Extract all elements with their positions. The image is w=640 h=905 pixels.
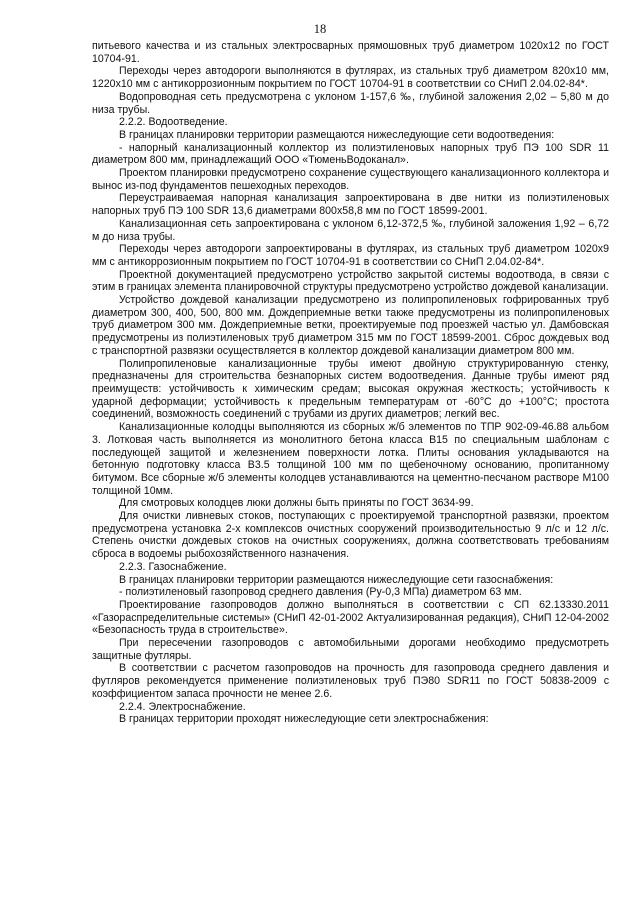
paragraph: Переустраиваемая напорная канализация запроектирована в две нитки из полиэтиленовых напорных труб ПЭ 100 SDR 13,6 диаметрами 800х58,8 мм по ГОСТ 18599-2001.: [92, 192, 609, 218]
paragraph: В границах территории проходят нижеследующие сети электроснабжения:: [119, 713, 489, 726]
paragraph: питьевого качества и из стальных электросварных прямошовных труб диаметром 1020х12 по ГОСТ 10704-91.: [92, 40, 609, 65]
paragraph: В границах планировки территории размещаются нижеследующие сети газоснабжения:: [119, 573, 554, 586]
paragraph: Устройство дождевой канализации предусмотрено из полипропиленовых гофрированных труб диаметром 300, 400, 500, 800 мм. Дождеприемные ветки также предусмотрены из полипропиленовых труб диаметром 300 мм. Дождеприемные ветки, проектируемые под проезжей частью ул. Дамбовская предусмотрены из полиэтиленовых труб диаметром 315 мм по ГОСТ 18599-2001. Сброс дождевых вод с транспортной развязки осуществляется в коллектор дождевой канализации диаметром 800 мм.: [92, 294, 609, 357]
paragraph: - полиэтиленовый газопровод среднего давления (Ру-0,3 МПа) диаметром 63 мм.: [119, 586, 522, 599]
paragraph: 2.2.2. Водоотведение.: [119, 116, 228, 129]
paragraph: В соответствии с расчетом газопроводов на прочность для газопровода среднего давления и футляров рекомендуется применение полиэтиленовых труб ПЭ80 SDR11 по ГОСТ 50838-2009 с коэффициентом запаса прочности не менее 2.6.: [92, 662, 609, 700]
paragraph: При пересечении газопроводов с автомобильными дорогами необходимо предусмотреть защитные футляры.: [92, 637, 609, 662]
document-body: [92, 40, 609, 726]
paragraph: Канализационная сеть запроектирована с уклоном 6,12-372,5 ‰, глубиной заложения 1,92 – 6,72 м до низа трубы.: [92, 217, 609, 243]
paragraph: Водопроводная сеть предусмотрена с уклоном 1-157,6 ‰, глубиной заложения 2,02 – 5,80 м до низа трубы.: [92, 90, 609, 116]
paragraph: Переходы через автодороги выполняются в футлярах, из стальных труб диаметром 820х10 мм, 1220х10 мм с антикоррозионным покрытием по ГОСТ 10704-91 в соответствии со СНиП 2.04.02-84*.: [92, 65, 609, 91]
paragraph: Проектом планировки предусмотрено сохранение существующего канализационного коллектора и вынос из-под фундаментов пешеходных переходов.: [92, 167, 609, 192]
paragraph: Переходы через автодороги запроектированы в футлярах, из стальных труб диаметром 1020х9 мм с антикоррозионным покрытием по ГОСТ 10704-91 в соответствии со СНиП 2.04.02-84*.: [92, 243, 609, 268]
page-number: 18: [313, 22, 327, 36]
paragraph: Полипропиленовые канализационные трубы имеют двойную структурированную стенку, предназначены для строительства безнапорных систем водоотведения. Данные трубы имеют ряд преимуществ: устойчивость к химическим средам; высокая окружная жесткость; устойчивость к ударной деформации; устойчивость к предельным температурам от -60°С до +100°С; простота соединений, возможность соединений с трубами из других диаметров; легкий вес.: [92, 357, 609, 421]
paragraph: Для смотровых колодцев люки должны быть приняты по ГОСТ 3634-99.: [119, 497, 474, 510]
paragraph: 2.2.3. Газоснабжение.: [119, 560, 227, 573]
paragraph: Проектной документацией предусмотрено устройство закрытой системы водоотвода, в связи с этим в границах элемента планировочной структуры предусмотрено устройство дождевой канализации.: [92, 268, 609, 294]
paragraph: Проектирование газопроводов должно выполняться в соответствии с СП 62.13330.2011 «Газораспределительные системы» (СНиП 42-01-2002 Актуализированная редакция), СНиП 12-04-2002 «Безопасность труда в строительстве».: [92, 598, 609, 637]
paragraph: - напорный канализационный коллектор из полиэтиленовых напорных труб ПЭ 100 SDR 11 диаметром 800 мм, принадлежащий ООО «ТюменьВодоканал».: [92, 141, 609, 167]
paragraph: В границах планировки территории размещаются нижеследующие сети водоотведения:: [119, 128, 555, 141]
paragraph: Для очистки ливневых стоков, поступающих с проектируемой транспортной развязки, проектом предусмотрена установка 2-х комплексов очистных сооружений производительностью 9 л/с и 12 л/с. Степень очистки дождевых стоков на очистных сооружениях, должна соответствовать требованиям сброса в водоемы рыбохозяйственного назначения.: [92, 510, 609, 561]
paragraph: 2.2.4. Электроснабжение.: [119, 700, 246, 713]
paragraph: Канализационные колодцы выполняются из сборных ж/б элементов по ТПР 902-09-46.88 альбом 3. Лотковая часть выполняется из монолитного бетона класса В15 по специальным шаблонам с последующей защитой и железнением поверхности лотка. Плиты основания укладываются на бетонную подготовку класса В3.5 толщиной 100 мм по щебеночному основанию, пропитанному битумом. Все сборные ж/б элементы колодцев устанавливаются на цементно-песчаном растворе М100 толщиной 10мм.: [92, 421, 609, 497]
